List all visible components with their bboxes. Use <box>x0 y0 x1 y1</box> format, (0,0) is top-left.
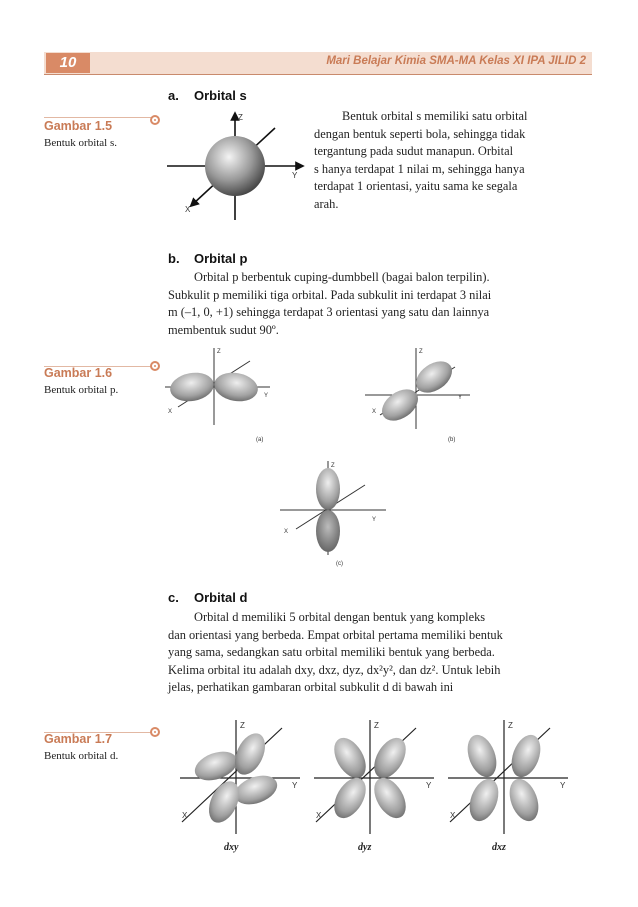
d-orbital-figure <box>172 716 582 856</box>
caption-subtitle: Bentuk orbital s. <box>44 137 118 149</box>
dxy-label: dxy <box>224 842 239 853</box>
svg-text:Y: Y <box>372 517 377 523</box>
figure-caption-1-7 <box>44 732 154 762</box>
svg-text:X: X <box>372 409 377 415</box>
caption-title: Gambar 1.5 <box>44 119 113 133</box>
section-heading-b: b. Orbital p <box>168 251 248 266</box>
section-heading-a: a. Orbital s <box>168 88 247 103</box>
p-orbital-panel-b <box>365 348 470 443</box>
svg-text:Z: Z <box>374 721 379 730</box>
svg-text:Y: Y <box>458 395 463 401</box>
svg-text:Y: Y <box>292 781 298 790</box>
page-number: 10 <box>46 53 90 73</box>
d-orbital-dxz <box>448 720 568 853</box>
dyz-label: dyz <box>358 842 372 853</box>
svg-text:X: X <box>182 811 188 820</box>
caption-subtitle: Bentuk orbital p. <box>44 384 119 396</box>
figure-caption-1-6 <box>44 366 154 396</box>
section-heading-c: c. Orbital d <box>168 590 248 605</box>
panel-label-b: (b) <box>448 437 456 443</box>
svg-text:Y: Y <box>426 781 432 790</box>
caption-title: Gambar 1.6 <box>44 366 113 380</box>
z-axis-label: Z <box>238 113 243 122</box>
s-orbital-figure <box>165 108 305 226</box>
x-axis-label: X <box>185 205 191 214</box>
section-c-text: Orbital d memiliki 5 orbital dengan bentuk yang kompleks dan orientasi yang berbeda. Empat orbital pertama memiliki bentuk yang sama, sedangkan satu orbital memiliki bentuk yang berbeda. Kelima orbital itu adalah dxy, dxz, dyz, dx²y², dan dz². Untuk lebih jelas, perhatikan gambaran orbital subkulit d di bawah ini <box>168 610 503 694</box>
svg-text:Z: Z <box>217 349 221 355</box>
book-title: Mari Belajar Kimia SMA-MA Kelas XI IPA JILID 2 <box>326 55 586 67</box>
p-orbital-panel-c <box>280 461 386 567</box>
caption-subtitle: Bentuk orbital d. <box>44 750 119 762</box>
panel-label-c: (c) <box>336 561 343 567</box>
caption-title: Gambar 1.7 <box>44 732 113 746</box>
svg-text:X: X <box>316 811 322 820</box>
svg-text:Z: Z <box>508 721 513 730</box>
svg-text:Y: Y <box>560 781 566 790</box>
y-axis-label: Y <box>292 171 298 180</box>
d-orbital-dxy <box>180 720 300 853</box>
caption-divider <box>44 117 156 118</box>
svg-text:X: X <box>168 409 173 415</box>
svg-text:Z: Z <box>419 349 423 355</box>
p-orbital-figure <box>160 343 580 575</box>
d-orbital-dyz <box>314 720 434 853</box>
section-a-text: Bentuk orbital s memiliki satu orbital dengan bentuk seperti bola, sehingga tidak tergantung pada sudut manapun. Orbital s hanya terdapat 1 nilai m, sehingga hanya terdapat 1 orientasi, yaitu sama ke segala arah. <box>314 109 528 211</box>
p-orbital-panel-a <box>165 348 270 443</box>
svg-text:Y: Y <box>264 393 269 399</box>
section-b-text: Orbital p berbentuk cuping-dumbbell (bagai balon terpilin). Subkulit p memiliki tiga orbital. Pada subkulit ini terdapat 3 nilai m (–1, 0, +1) sehingga terdapat 3 orientasi yang satu dan lainnya membentuk sudut 90º. <box>168 270 492 337</box>
svg-text:Z: Z <box>331 463 335 469</box>
figure-caption-1-5 <box>44 119 154 149</box>
svg-text:X: X <box>284 529 289 535</box>
svg-text:X: X <box>450 811 456 820</box>
svg-text:Z: Z <box>240 721 245 730</box>
panel-label-a: (a) <box>256 437 264 443</box>
dxz-label: dxz <box>492 842 506 853</box>
